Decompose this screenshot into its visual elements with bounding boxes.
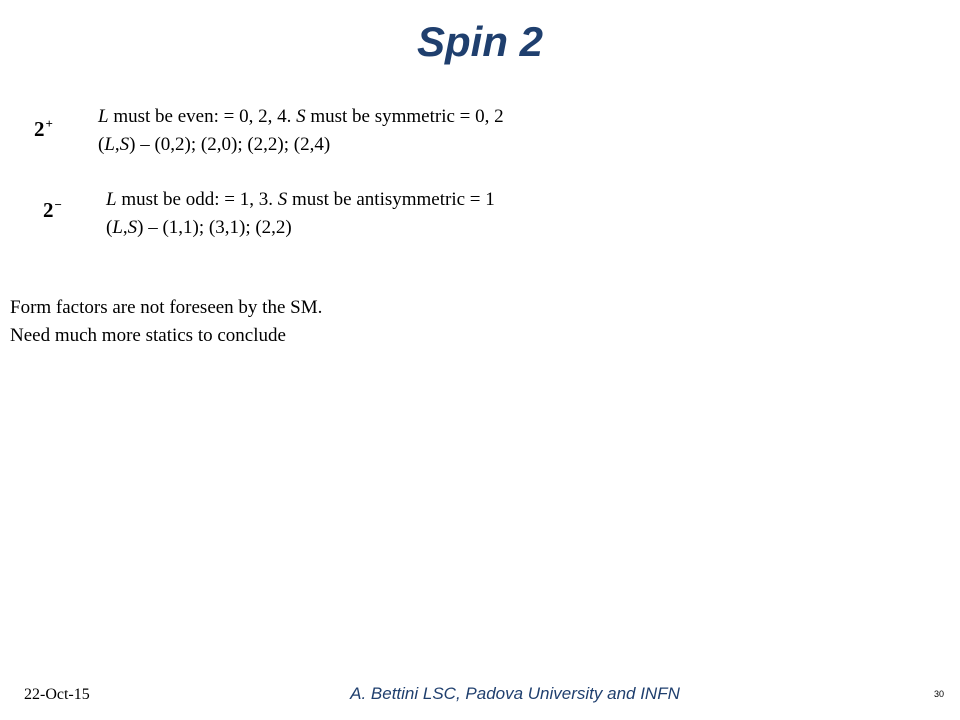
conclusion-line: Need much more statics to conclude: [10, 325, 286, 346]
var-s: S: [296, 106, 306, 127]
rule-text: must be even: = 0, 2, 4.: [108, 106, 297, 127]
rule-text: must be antisymmetric = 1: [287, 189, 495, 210]
var-l: L: [112, 217, 123, 238]
page-number: 30: [933, 689, 944, 699]
slide-title: Spin 2: [416, 18, 544, 65]
comma: ,: [122, 217, 128, 238]
rule-line-parity: [98, 103, 504, 131]
state-parity: +: [45, 116, 53, 131]
conclusion-text: [10, 294, 322, 350]
conclusion-line: Form factors are not foreseen by the SM.: [10, 297, 323, 318]
rule-text: must be symmetric = 0, 2: [305, 106, 504, 127]
rule-line-combinations: [106, 214, 495, 242]
var-s: S: [119, 134, 130, 155]
rule-line-parity: [106, 186, 495, 214]
var-l: L: [104, 134, 115, 155]
state-label-2-plus: [34, 116, 53, 142]
state-base: 2: [34, 117, 45, 141]
var-s: S: [277, 189, 288, 210]
state-label-2-minus: [43, 197, 62, 223]
var-l: L: [98, 106, 109, 127]
state-base: 2: [43, 198, 54, 222]
paren-open: (: [106, 217, 113, 238]
paren-open: (: [98, 134, 105, 155]
footer-date: 22-Oct-15: [24, 686, 90, 703]
comma: ,: [114, 134, 120, 155]
state-2-plus-rules: [98, 103, 504, 159]
rule-text: must be odd: = 1, 3.: [116, 189, 278, 210]
var-l: L: [106, 189, 117, 210]
combinations-text: ) – (0,2); (2,0); (2,2); (2,4): [129, 134, 331, 155]
var-s: S: [127, 217, 138, 238]
footer-author: A. Bettini LSC, Padova University and INFN: [350, 684, 680, 703]
rule-line-combinations: [98, 131, 504, 159]
combinations-text: ) – (1,1); (3,1); (2,2): [137, 217, 292, 238]
state-2-minus-rules: [106, 186, 495, 242]
state-parity: −: [54, 197, 62, 212]
